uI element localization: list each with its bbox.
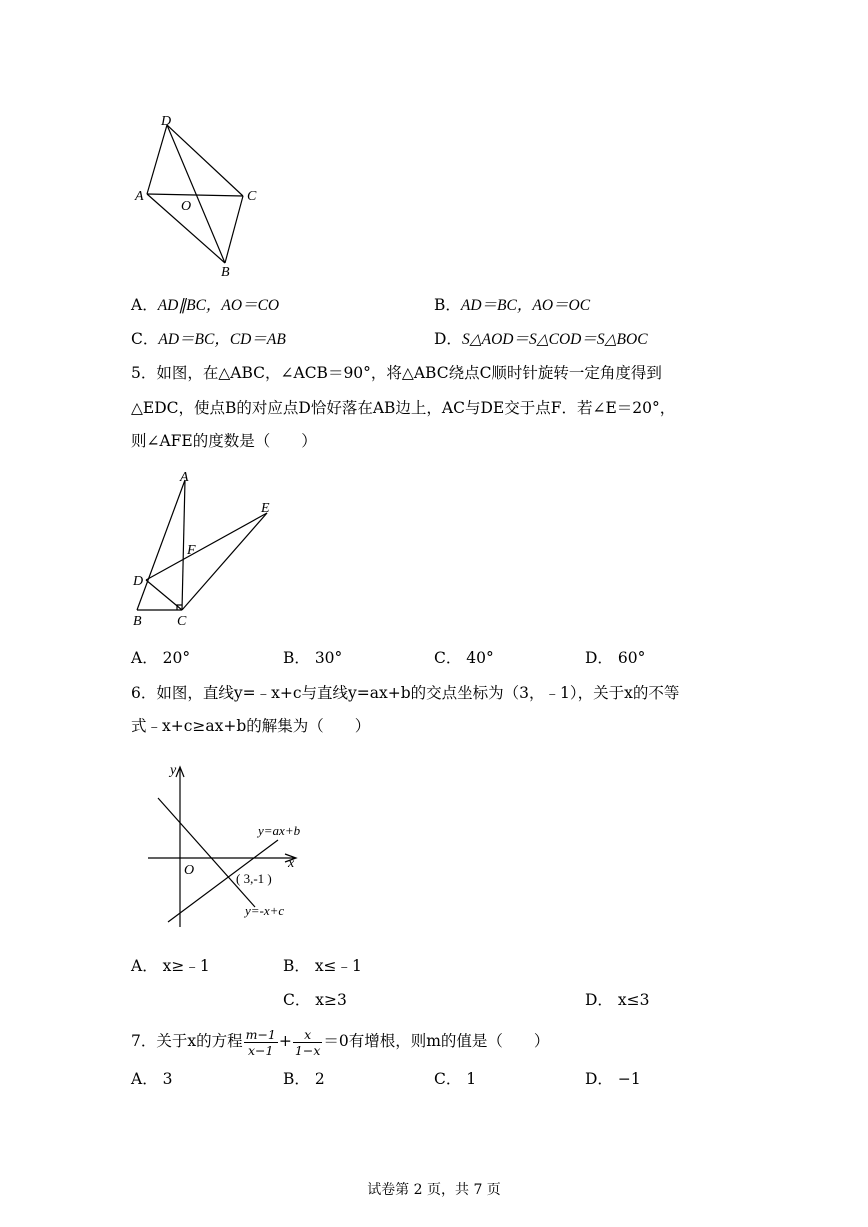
intersection-label: ( 3,-1 ) [236,871,272,886]
figure-q4-quadrilateral [125,108,275,283]
q7-option-b: B． 2 [283,1070,325,1088]
label-d: D [161,114,172,129]
q4-option-b: B．AD＝BC，AO＝OC [434,296,591,314]
q6-line-2: 式﹣x+c≥ax+b的解集为（ ） [131,717,371,735]
q6-option-b: B． x≤﹣1 [283,957,362,975]
label-b: B [221,265,230,280]
q6-line-1: 6．如图，直线y=﹣x+c与直线y=ax+b的交点坐标为（3，﹣1），关于x的不等 [131,684,680,702]
q5-line-1: 5．如图，在△ABC，∠ACB＝90°，将△ABC绕点C顺时针旋转一定角度得到 [131,364,662,382]
q5-line-3: 则∠AFE的度数是（ ） [131,432,317,450]
q5-line-2: △EDC，使点B的对应点D恰好落在AB边上，AC与DE交于点F．若∠E＝20°， [131,399,676,417]
q4-option-c: C．AD＝BC，CD＝AB [131,330,286,348]
q6-option-d: D． x≤3 [585,991,650,1009]
q4-option-a: A．AD∥BC，AO＝CO [131,296,280,314]
q7-stem: 7．关于x的方程 $\frac{m-1}{x-1}$ + $\frac{x}{1-x}$ ＝0有增根，则m的值是（ ） [131,1026,550,1058]
line-label-neg-x-c: y=-x+c [245,903,285,918]
q7-option-a: A． 3 [131,1070,173,1088]
q7-option-d: D． −1 [585,1070,641,1088]
axis-label-y: y [170,763,177,778]
axis-label-x: x [288,856,295,871]
q5-option-b: B． 30° [283,649,343,667]
q5-option-c: C． 40° [434,649,494,667]
q5-option-a: A． 20° [131,649,191,667]
label-a: A [180,470,189,485]
label-e: E [261,501,270,516]
label-f: F [187,543,196,558]
figure-q5-triangles [125,465,285,635]
page-footer: 试卷第 2 页，共 7 页 [367,1182,501,1198]
q4-option-d: D．S△AOD＝S△COD＝S△BOC [434,330,648,348]
figure-q6-lines [140,757,340,932]
line-label-ax-b: y=ax+b [258,823,301,838]
label-c: C [247,189,257,204]
q6-option-c: C． x≥3 [283,991,347,1009]
label-d: D [133,574,144,589]
label-b: B [133,614,142,629]
q7-option-c: C． 1 [434,1070,477,1088]
origin-label: O [184,863,195,878]
label-o: O [181,199,192,214]
label-a: A [135,189,144,204]
label-c: C [177,614,187,629]
q5-option-d: D． 60° [585,649,646,667]
fraction-2: $\frac{x}{1-x}$ [294,1026,321,1058]
fraction-1: $\frac{m-1}{x-1}$ [245,1026,276,1058]
q6-option-a: A． x≥﹣1 [131,957,210,975]
